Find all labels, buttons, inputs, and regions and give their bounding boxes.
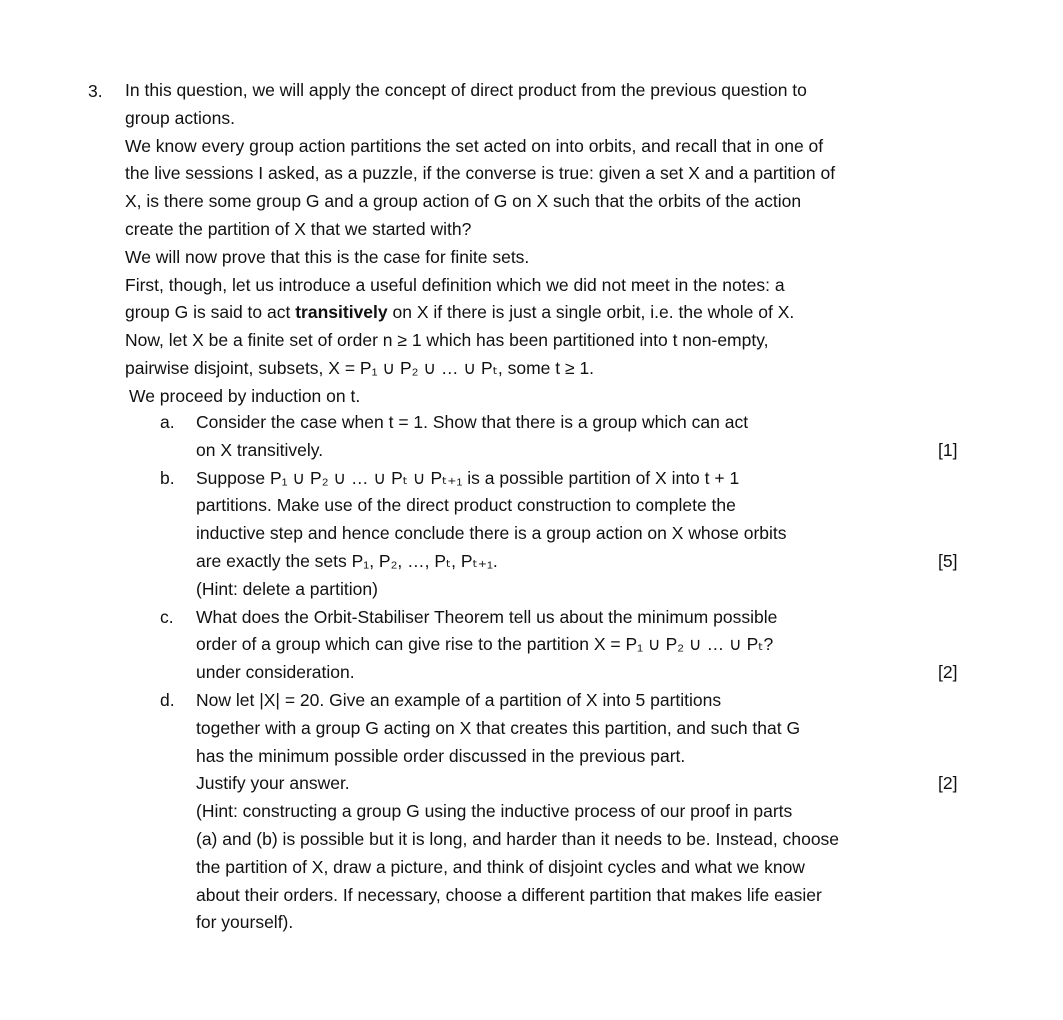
part-line: order of a group which can give rise to the partition X = P₁ ∪ P₂ ∪ … ∪ Pₜ?: [196, 634, 774, 655]
intro-line: In this question, we will apply the concept of direct product from the previous question to: [125, 80, 807, 100]
part-line: Suppose P₁ ∪ P₂ ∪ … ∪ Pₜ ∪ Pₜ₊₁ is a possible partition of X into t + 1: [196, 467, 740, 488]
part-line: [196, 659, 958, 687]
intro-line: group actions.: [125, 107, 235, 128]
intro-line: the live sessions I asked, as a puzzle, if the converse is true: given a set X and a partition of: [125, 163, 836, 184]
part-d: [160, 687, 958, 937]
part-line: [196, 437, 958, 465]
part-label: b.: [160, 467, 175, 488]
part-b: [160, 465, 958, 604]
part-line: inductive step and hence conclude there is a group action on X whose orbits: [196, 523, 787, 544]
part-line: Now let |X| = 20. Give an example of a partition of X into 5 partitions: [196, 689, 722, 710]
marks-badge: [2]: [938, 662, 958, 683]
marks-badge: [5]: [938, 550, 958, 571]
part-line-text: under consideration.: [196, 662, 355, 683]
part-line-text: are exactly the sets P₁, P₂, …, Pₜ, Pₜ₊₁.: [196, 550, 498, 571]
intro-line: We will now prove that this is the case for finite sets.: [125, 246, 530, 267]
part-c: [160, 604, 958, 687]
part-line: together with a group G acting on X that creates this partition, and such that G: [196, 717, 801, 738]
part-hint: the partition of X, draw a picture, and think of disjoint cycles and what we know: [196, 856, 805, 877]
part-line: Consider the case when t = 1. Show that there is a group which can act: [196, 412, 749, 432]
part-line: [196, 770, 958, 798]
part-a: [160, 409, 958, 465]
intro-line: First, though, let us introduce a useful definition which we did not meet in the notes: a: [125, 274, 785, 295]
intro-line: We proceed by induction on t.: [129, 385, 361, 406]
part-label: c.: [160, 606, 174, 627]
question-intro: [125, 77, 945, 411]
part-line: [196, 548, 958, 576]
part-hint: (Hint: delete a partition): [196, 578, 378, 599]
intro-line: create the partition of X that we started with?: [125, 218, 472, 239]
question-parts: [160, 409, 958, 937]
intro-line: We know every group action partitions the set acted on into orbits, and recall that in one of: [125, 135, 824, 156]
part-label: a.: [160, 412, 175, 432]
part-label: d.: [160, 689, 175, 710]
part-hint: about their orders. If necessary, choose a different partition that makes life easier: [196, 884, 822, 905]
part-line: What does the Orbit-Stabiliser Theorem tell us about the minimum possible: [196, 606, 778, 627]
part-hint: (a) and (b) is possible but it is long, and harder than it needs to be. Instead, choose: [196, 828, 840, 849]
marks-badge: [2]: [938, 773, 958, 794]
intro-line-transitively: group G is said to act transitively on X if there is just a single orbit, i.e. the whole of X.: [125, 302, 795, 323]
marks-badge: [1]: [938, 439, 958, 460]
term-transitively: transitively: [295, 302, 388, 323]
intro-line: pairwise disjoint, subsets, X = P₁ ∪ P₂ ∪ … ∪ Pₜ, some t ≥ 1.: [125, 357, 595, 378]
intro-line: X, is there some group G and a group action of G on X such that the orbits of the action: [125, 191, 802, 212]
part-line: has the minimum possible order discussed in the previous part.: [196, 745, 686, 766]
part-line-text: Justify your answer.: [196, 773, 350, 794]
question-number: 3.: [88, 81, 103, 101]
part-hint: for yourself).: [196, 912, 294, 933]
intro-line: Now, let X be a finite set of order n ≥ 1 which has been partitioned into t non-empty,: [125, 330, 769, 351]
part-line-text: on X transitively.: [196, 439, 324, 460]
part-line: partitions. Make use of the direct product construction to complete the: [196, 495, 736, 516]
part-hint: (Hint: constructing a group G using the inductive process of our proof in parts: [196, 801, 793, 822]
